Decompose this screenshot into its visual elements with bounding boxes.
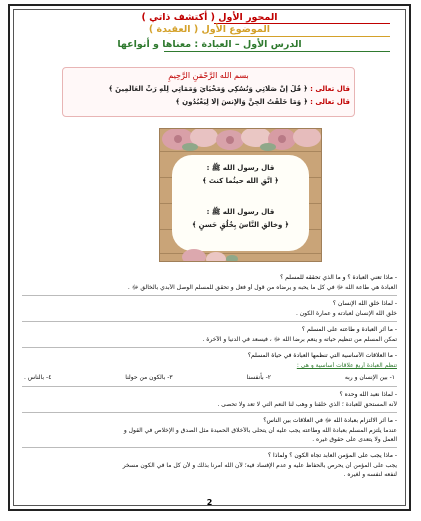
roses-decoration-icon xyxy=(160,128,321,155)
topic-title: الموضوع الأول ( العقيدة ) xyxy=(148,24,271,35)
q4-question: - ما العلاقات الأساسية التي تنظمها العبادة في حياة المسلم؟ xyxy=(247,352,397,359)
lesson-underline xyxy=(164,51,390,52)
divider xyxy=(22,386,397,387)
page-inner-border xyxy=(13,9,406,506)
verse-1-label: قال تعالى : xyxy=(310,85,350,93)
relation-item: ٣- بالكون من حولنا xyxy=(125,374,173,381)
hadith-card xyxy=(172,155,309,251)
verse-1-text: ﴿ قُلْ إِنَّ صَلَاتِي وَنُسُكِي وَمَحْيَايَ وَمَمَاتِي لِلَّهِ رَبِّ الْعَالَمِينَ ﴾ xyxy=(108,85,308,93)
q2-question: - لماذا خلق الله الإنسان ؟ xyxy=(332,300,397,307)
relation-item: ١- بين الإنسان و ربه xyxy=(344,374,395,381)
quran-verse-2 xyxy=(67,98,350,106)
divider xyxy=(22,412,397,413)
axis-title: المحور الأول ( أكتشف ذاتي ) xyxy=(141,12,278,23)
q7-question: - ماذا يجب على المؤمن العابد تجاه الكون ؟ ولماذا ؟ xyxy=(267,452,397,459)
quran-box xyxy=(62,67,355,117)
q3-question: - ما أثر العبادة و طاعته على المسلم ؟ xyxy=(301,326,397,333)
hadith-1-intro: قال رسول الله ﷺ : xyxy=(206,164,275,172)
relations-list xyxy=(24,374,395,381)
document-page xyxy=(8,4,411,511)
rose-corner-icon xyxy=(180,247,240,262)
hadith-2-intro: قال رسول الله ﷺ : xyxy=(206,208,275,216)
q5-question: - لماذا نعبد الله وحده ؟ xyxy=(339,391,397,398)
divider xyxy=(22,447,397,448)
q3-answer: تمكن المسلم من تنظيم حياته و ينعم برضا الله ﷻ ، فيسعد في الدنيا و الآخرة . xyxy=(202,336,397,343)
lesson-title: الدرس الأول – العبادة : معناها و أنواعها xyxy=(117,39,302,50)
hadith-1-text: ﴿ اتَّقِ الله حيثُما كنتَ ﴾ xyxy=(202,177,279,185)
hadith-frame-image xyxy=(159,128,322,262)
q7-answer-line-2: لنفعه لنفسه و لغيره . xyxy=(343,471,397,478)
q6-answer-line-1: عندما يلتزم المسلم بعبادة الله وطاعته يجب عليه أن يتحلى بالأخلاق الحميدة مثل الصدق و الإخلاص في القول و xyxy=(123,427,397,434)
quran-verse-1 xyxy=(67,85,350,93)
divider xyxy=(22,321,397,322)
q1-question: - ماذا تعني العبادة ؟ و ما الذي تحققه للمسلم ؟ xyxy=(280,274,397,281)
hadith-2-text: ﴿ وخالقِ النَّاسَ بِخُلُقٍ حَسنٍ ﴾ xyxy=(192,221,289,229)
q6-answer-line-2: العمل ولا يتعدى على حقوق غيره . xyxy=(312,436,397,443)
relations-heading: تنظم العبادة أربع علاقات أساسية و هي : xyxy=(296,362,397,369)
q1-answer: العبادة هي طاعة الله ﷻ في كل ما يحبه و يرضاه من قول أو فعل و تحقق للمسلم الوصل الأبدي بالخالق ﷻ . xyxy=(127,284,397,291)
relation-item: ٢- بأنفسنا xyxy=(246,374,272,381)
q2-answer: خلق الله الإنسان لعبادته و عمارة الكون . xyxy=(295,310,397,317)
q7-answer-line-1: يجب على المؤمن أن يحرص بالحفاظ عليه و عدم الإفساد فيه؛ لأن الله أمرنا بذلك و لأن كل ما في الكون مسخر xyxy=(122,462,397,469)
topic-underline xyxy=(214,36,390,37)
q6-question: - ما أثر الالتزام بعبادة الله ﷻ في العلاقات بين الناس؟ xyxy=(263,417,397,424)
verse-2-text: ﴿ وَمَا خَلَقْتُ الْجِنَّ وَالْإِنسَ إِلَّا لِيَعْبُدُونِ ﴾ xyxy=(175,98,308,106)
divider xyxy=(22,347,397,348)
verse-2-label: قال تعالى : xyxy=(310,98,350,106)
page-number: 2 xyxy=(206,498,213,507)
q5-answer: لأنه المستحق للعبادة ؛ الذي خلقنا و وهب لنا النعم التي لا تعد ولا تحصى . xyxy=(217,401,397,408)
relation-item: ٤- بالناس . xyxy=(24,374,52,381)
basmala: بسم الله الرَّحْمَنِ الرَّحِيمِ xyxy=(168,71,249,80)
divider xyxy=(22,295,397,296)
